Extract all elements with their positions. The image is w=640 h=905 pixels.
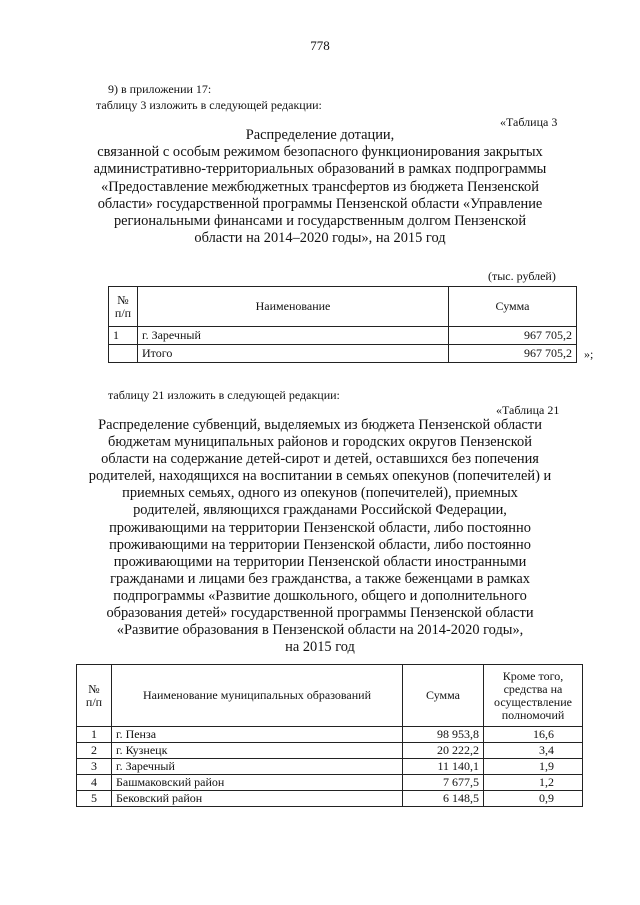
header-num: № п/п	[77, 665, 112, 727]
header-name: Наименование муниципальных образований	[112, 665, 403, 727]
title-line: бюджетам муниципальных районов и городских округов Пензенской	[108, 434, 532, 451]
title-line: области на 2014–2020 годы», на 2015 год	[194, 230, 446, 247]
title-line: родителей, находящихся на воспитании в семьях опекунов (попечителей) и	[88, 468, 552, 485]
table3-title	[40, 127, 600, 247]
cell-sum: 98 953,8	[403, 727, 484, 743]
table21-title	[40, 417, 600, 656]
table-3	[108, 286, 577, 363]
cell-num: 4	[77, 775, 112, 791]
title-line: подпрограммы «Развитие дошкольного, общего и дополнительного	[113, 587, 527, 604]
title-line: проживающими на территории Пензенской области, либо постоянно	[109, 536, 531, 553]
table-row	[77, 759, 583, 775]
title-line: проживающими на территории Пензенской области иностранными	[113, 553, 527, 570]
cell-sum: 967 705,2	[449, 345, 577, 363]
title-line: на 2015 год	[285, 639, 355, 656]
table-header-row	[109, 287, 577, 327]
header-sum: Сумма	[449, 287, 577, 327]
table3-closing-quote: »;	[584, 347, 594, 361]
title-line: образования детей» государственной программы Пензенской области	[106, 605, 534, 622]
cell-name: г. Заречный	[112, 759, 403, 775]
cell-name: г. Пенза	[112, 727, 403, 743]
units-label: (тыс. рублей)	[488, 269, 556, 283]
page-number: 778	[310, 38, 330, 53]
cell-num: 3	[77, 759, 112, 775]
title-line: приемных семьях, одного из опекунов (попечителей), приемных	[122, 485, 518, 502]
cell-extra: 3,4	[484, 743, 583, 759]
table-row	[77, 743, 583, 759]
title-line: административно-территориальных образований в рамках подпрограммы	[93, 161, 547, 178]
cell-sum: 20 222,2	[403, 743, 484, 759]
cell-extra: 1,2	[484, 775, 583, 791]
title-line: региональными финансами и государственным долгом Пензенской	[113, 213, 527, 230]
cell-extra: 1,9	[484, 759, 583, 775]
title-line: «Предоставление межбюджетных трансфертов из бюджета Пензенской	[101, 178, 539, 195]
cell-num	[109, 345, 138, 363]
table-row	[77, 775, 583, 791]
cell-num: 2	[77, 743, 112, 759]
cell-name: г. Заречный	[138, 327, 449, 345]
title-line: проживающими на территории Пензенской области, либо постоянно	[109, 519, 531, 536]
title-line: гражданами и лицами без гражданства, а также беженцами в рамках	[110, 570, 530, 587]
table-header-row	[77, 665, 583, 727]
table21-label: «Таблица 21	[496, 403, 560, 417]
cell-name: Бековский район	[112, 791, 403, 807]
title-line: Распределение субвенций, выделяемых из бюджета Пензенской области	[98, 417, 542, 433]
table3-intro: таблицу 3 изложить в следующей редакции:	[96, 98, 322, 112]
table-row	[77, 791, 583, 807]
cell-num: 1	[109, 327, 138, 345]
header-extra: Кроме того, средства на осуществление полномочий	[484, 665, 583, 727]
item-9-heading: 9) в приложении 17:	[108, 82, 212, 96]
title-line: родителей, являющихся гражданами Российской Федерации,	[133, 502, 507, 519]
table21-intro: таблицу 21 изложить в следующей редакции:	[108, 388, 340, 402]
table-21	[76, 664, 583, 807]
table3-label: «Таблица 3	[500, 115, 558, 129]
title-line: связанной с особым режимом безопасного функционирования закрытых	[97, 144, 543, 161]
table-row	[77, 727, 583, 743]
cell-name: г. Кузнецк	[112, 743, 403, 759]
title-line: области» государственной программы Пензенской области «Управление	[97, 195, 543, 212]
header-num: № п/п	[109, 287, 138, 327]
cell-name: Итого	[138, 345, 449, 363]
cell-sum: 6 148,5	[403, 791, 484, 807]
title-line: Распределение дотации,	[245, 127, 395, 143]
header-sum: Сумма	[403, 665, 484, 727]
table-row	[109, 345, 577, 363]
cell-sum: 7 677,5	[403, 775, 484, 791]
cell-num: 1	[77, 727, 112, 743]
title-line: «Развитие образования в Пензенской области на 2014-2020 годы»,	[116, 622, 524, 639]
cell-name: Башмаковский район	[112, 775, 403, 791]
cell-sum: 11 140,1	[403, 759, 484, 775]
header-name: Наименование	[138, 287, 449, 327]
table-row	[109, 327, 577, 345]
cell-sum: 967 705,2	[449, 327, 577, 345]
title-line: области на содержание детей-сирот и детей, оставшихся без попечения	[101, 451, 539, 468]
cell-num: 5	[77, 791, 112, 807]
cell-extra: 16,6	[484, 727, 583, 743]
cell-extra: 0,9	[484, 791, 583, 807]
